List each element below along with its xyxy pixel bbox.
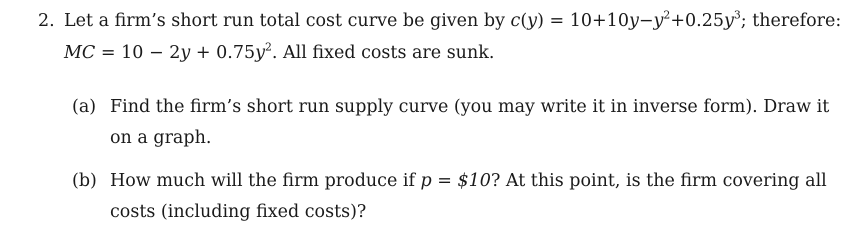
- marginal-cost-equation: MC = $10 - 2y + 0.75y^2$: [64, 40, 272, 63]
- part-a-label: (a): [72, 97, 97, 117]
- statement-text: Let a firm’s short run total cost curve be given by: [64, 11, 511, 31]
- problem-statement-line-1: [64, 10, 841, 32]
- part-a-line-2: on a graph.: [110, 128, 212, 148]
- cost-function: $c(y) = 10+10y-y^2+0.25y^3$: [510, 8, 741, 31]
- statement-connector: ; therefore:: [740, 11, 842, 31]
- part-a-line-1: Find the firm’s short run supply curve (you may write it in inverse form). Draw it: [110, 97, 830, 117]
- part-b-label: (b): [72, 171, 97, 191]
- problem-statement-line-2: [64, 42, 494, 64]
- part-b-question-end: ? At this point, is the firm covering all: [490, 171, 827, 191]
- price-equation: p = $10: [420, 171, 491, 191]
- problem-number: 2.: [38, 11, 55, 31]
- part-b-line-2: costs (including fixed costs)?: [110, 202, 367, 222]
- sunk-cost-note: . All fixed costs are sunk.: [271, 43, 495, 63]
- part-b-question-start: How much will the firm produce if: [110, 171, 421, 191]
- part-b-line-1: [110, 170, 827, 192]
